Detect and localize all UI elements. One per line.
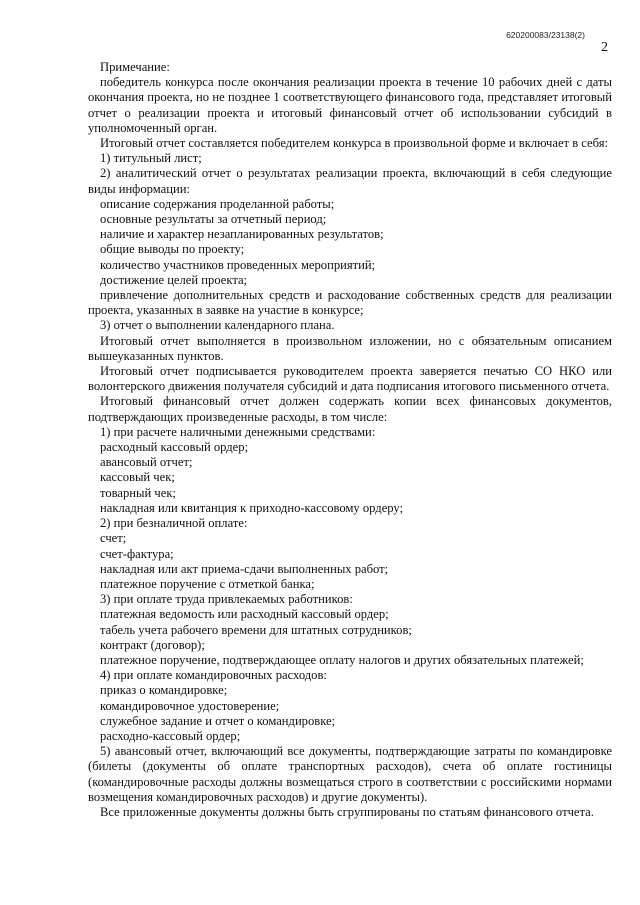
paragraph: Итоговый финансовый отчет должен содержать копии всех финансовых документов, подтверждающих произведенные расходы, в том числе:: [88, 394, 612, 424]
list-item: авансовый отчет;: [100, 455, 193, 470]
list-item: счет;: [100, 531, 127, 546]
list-item: основные результаты за отчетный период;: [100, 212, 327, 227]
list-item: приказ о командировке;: [100, 683, 228, 698]
list-item: 1) при расчете наличными денежными средствами:: [100, 424, 376, 439]
list-item: платежное поручение с отметкой банка;: [100, 576, 315, 591]
list-item: 3) при оплате труда привлекаемых работников:: [100, 592, 353, 607]
list-item: расходный кассовый ордер;: [100, 440, 249, 455]
list-item: расходно-кассовый ордер;: [100, 728, 241, 743]
list-item: контракт (договор);: [100, 637, 205, 652]
list-item: общие выводы по проекту;: [100, 242, 245, 257]
list-item: счет-фактура;: [100, 546, 174, 561]
list-item: описание содержания проделанной работы;: [100, 196, 335, 211]
list-item: 1) титульный лист;: [100, 151, 202, 166]
list-item: командировочное удостоверение;: [100, 698, 280, 713]
document-body: [88, 60, 612, 820]
list-item: табель учета рабочего времени для штатных сотрудников;: [100, 622, 412, 637]
list-item: служебное задание и отчет о командировке;: [100, 713, 336, 728]
list-item: достижение целей проекта;: [100, 272, 248, 287]
list-item: наличие и характер незапланированных результатов;: [100, 227, 384, 242]
paragraph: Итоговый отчет выполняется в произвольном изложении, но с обязательным описанием вышеуказанных пунктов.: [88, 333, 612, 363]
list-item: привлечение дополнительных средств и расходование собственных средств для реализации проекта, указанных в заявке на участие в конкурсе;: [88, 288, 612, 318]
list-item: 3) отчет о выполнении календарного плана.: [100, 318, 335, 333]
list-item: накладная или акт приема-сдачи выполненных работ;: [100, 561, 389, 576]
paragraph: победитель конкурса после окончания реализации проекта в течение 10 рабочих дней с даты окончания проекта, но не позднее 1 соответствующего финансового года, представляет итоговый отчет о реализации проекта и итоговый финансовый отчет об использовании субсидий в уполномоченный орган.: [88, 75, 612, 135]
note-heading: Примечание:: [100, 60, 170, 74]
list-item: платежная ведомость или расходный кассовый ордер;: [100, 607, 389, 622]
list-item: товарный чек;: [100, 485, 176, 500]
list-item: 5) авансовый отчет, включающий все документы, подтверждающие затраты по командировке (билеты (документы об оплате транспортных расходов), счета об оплате гостиницы (командировочные расходы должны возмещаться строго в соответствии с российскими нормами возмещения командировочных расходов) и другие документы).: [88, 744, 612, 804]
list-item: 2) при безналичной оплате:: [100, 516, 248, 531]
list-item: количество участников проведенных мероприятий;: [100, 257, 376, 272]
document-id: 620200083/23138(2): [506, 30, 585, 40]
list-item: 2) аналитический отчет о результатах реализации проекта, включающий в себя следующие виды информации:: [88, 166, 612, 196]
list-item: накладная или квитанция к приходно-кассовому ордеру;: [100, 500, 404, 515]
list-item: платежное поручение, подтверждающее оплату налогов и других обязательных платежей;: [100, 652, 584, 667]
paragraph: Все приложенные документы должны быть сгруппированы по статьям финансового отчета.: [100, 804, 594, 819]
paragraph: Итоговый отчет составляется победителем конкурса в произвольной форме и включает в себя:: [100, 136, 609, 151]
list-item: кассовый чек;: [100, 470, 175, 485]
paragraph: Итоговый отчет подписывается руководителем проекта заверяется печатью СО НКО или волонтерского движения получателя субсидий и дата подписания итогового письменного отчета.: [88, 364, 612, 394]
page-number: 2: [601, 40, 608, 55]
list-item: 4) при оплате командировочных расходов:: [100, 668, 327, 683]
